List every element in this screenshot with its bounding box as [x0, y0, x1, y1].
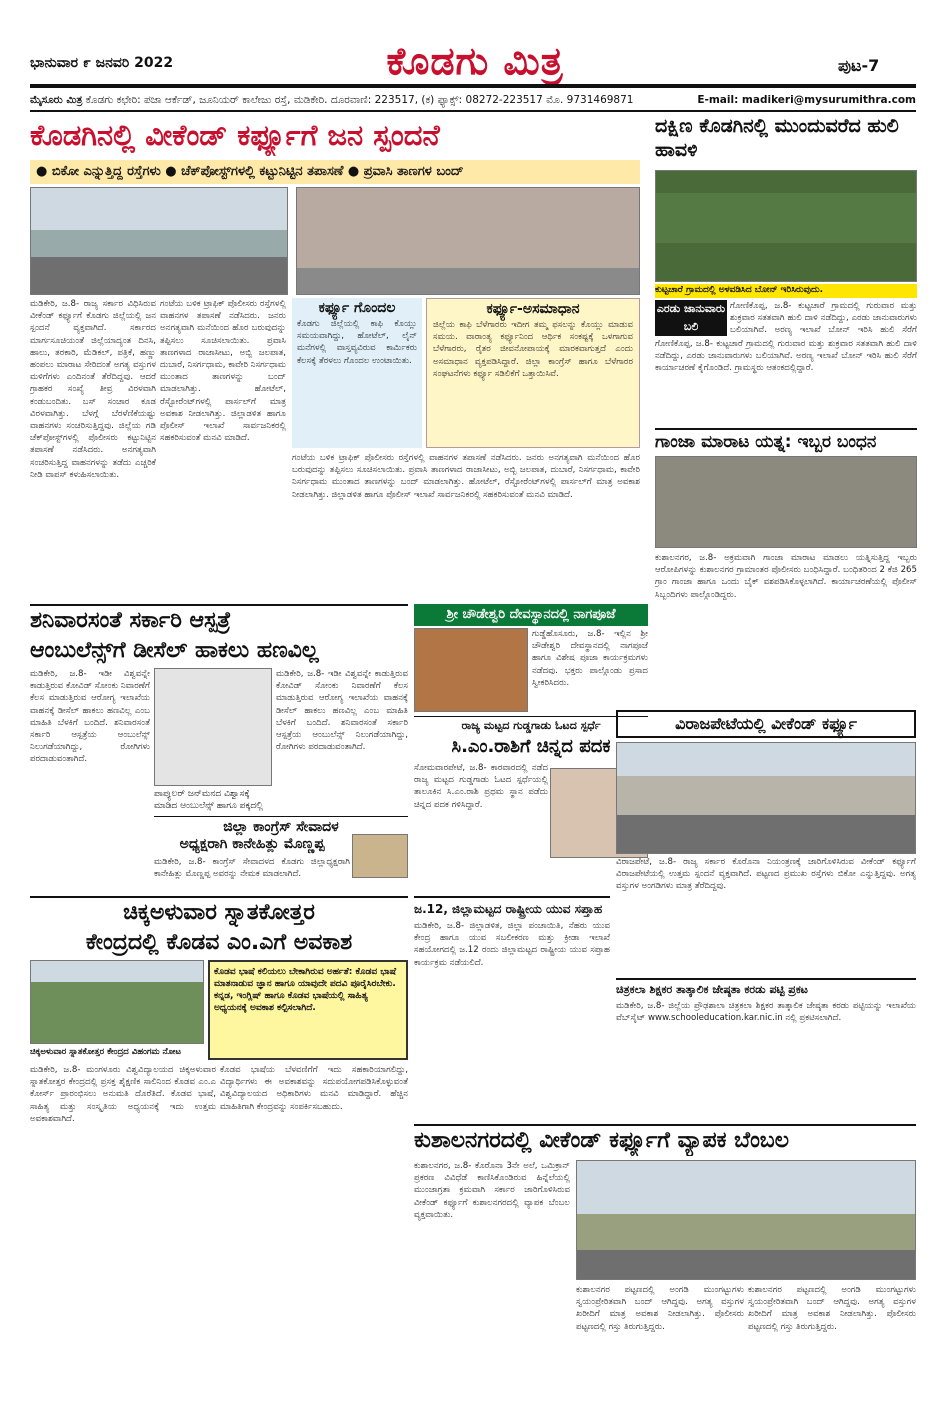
office-address: ಕೊಡಗು ಕಛೇರಿ: ಪಜಾ ಆರ್ಕೆಡ್, ಜೂನಿಯರ್ ಕಾಲೇಜು ರಸ್ತೆ, ಮಡಿಕೇರಿ. ದೂರವಾಣಿ: 223517, (ಕ) ಫ್ಯಾಕ್ಸ್: 08272-223517 ಮೊ. 9731469871: [85, 94, 634, 106]
kushalnagar-body-col2: ಕುಶಾಲನಗರ ಪಟ್ಟಣದಲ್ಲಿ ಅಂಗಡಿ ಮುಂಗಟ್ಟುಗಳು ಸ್ವಯಂಪ್ರೇರಿತವಾಗಿ ಬಂದ್ ಆಗಿದ್ದವು. ಅಗತ್ಯ ವಸ್ತುಗಳ ಖರೀದಿಗೆ ಮಾತ್ರ ಅವಕಾಶ ನೀಡಲಾಗಿತ್ತು. ಪೊಲೀಸರು ಪಟ್ಟಣದಲ್ಲಿ ಗಸ್ತು ತಿರುಗುತ್ತಿದ್ದರು.: [576, 1285, 744, 1332]
congress-body: ಮಡಿಕೇರಿ, ಜ.8- ಕಾಂಗ್ರೆಸ್ ಸೇವಾದಳದ ಕೊಡಗು ಜಿಲ್ಲಾಧ್ಯಕ್ಷರಾಗಿ ಕಾನೇಹಿತ್ಲು ಮೊಣ್ಣಪ್ಪ ಅವರನ್ನು ನೇಮಕ ಮಾಡಲಾಗಿದೆ.: [154, 857, 350, 880]
curfew-confusion-box: [292, 298, 422, 448]
nagapuje-body: ಗುಡ್ಡೆಹೊಸೂರು, ಜ.8- ಇಲ್ಲಿನ ಶ್ರೀ ಚೌಡೇಶ್ವರಿ ದೇವಸ್ಥಾನದಲ್ಲಿ ನಾಗಪೂಜೆ ಹಾಗೂ ವಿಶೇಷ ಪೂಜಾ ಕಾರ್ಯಕ್ರಮಗಳು ನಡೆದವು. ಭಕ್ತರು ಪಾಲ್ಗೊಂಡು ಪ್ರಸಾದ ಸ್ವೀಕರಿಸಿದರು.: [532, 629, 648, 688]
info-rule: [30, 110, 916, 112]
photo-tiger-cage: [655, 170, 917, 282]
nagapuje-headline: ಶ್ರೀ ಚೌಡೇಶ್ವರಿ ದೇವಸ್ಥಾನದಲ್ಲಿ ನಾಗಪೂಜೆ: [414, 604, 648, 626]
lead-headline: ಕೊಡಗಿನಲ್ಲಿ ವೀಕೆಂಡ್ ಕರ್ಫ್ಯೂಗೆ ಜನ ಸ್ಪಂದನೆ: [30, 118, 440, 152]
issue-date: ಭಾನುವಾರ ೯ ಜನವರಿ 2022: [30, 55, 174, 71]
ganja-body: ಕುಶಾಲನಗರ, ಜ.8- ಅಕ್ರಮವಾಗಿ ಗಾಂಜಾ ಮಾರಾಟ ಮಾಡಲು ಯತ್ನಿಸುತ್ತಿದ್ದ ಇಬ್ಬರು ಆರೋಪಿಗಳನ್ನು ಕುಶಾಲನಗರ ಗ್ರಾಮಾಂತರ ಪೊಲೀಸರು ಬಂಧಿಸಿದ್ದಾರೆ. ಬಂಧಿತರಿಂದ 2 ಕೆಜಿ 265 ಗ್ರಾಂ ಗಾಂಜಾ ಹಾಗೂ ಒಂದು ಬೈಕ್ ವಶಪಡಿಸಿಕೊಳ್ಳಲಾಗಿದೆ. ಕಾರ್ಯಾಚರಣೆಯಲ್ಲಿ ಪೊಲೀಸ್ ಸಿಬ್ಬಂದಿಗಳು ಪಾಲ್ಗೊಂಡಿದ್ದರು.: [655, 553, 917, 600]
photo-nagapuje: [414, 628, 528, 712]
ambulance-caption: ಪಾಪ್ಯುಲರ್ ಜನ್‌ಮನದ ವಿಶ್ವಾಸಕ್ಕೆ ಮಾಡಿದ ಆಂಬುಲೆನ್ಸ್ ಹಾಗೂ ಪಕ್ಕದಲ್ಲಿ: [154, 789, 263, 811]
photo-closed-shops: [296, 187, 640, 295]
lead-body-col1: ಮಡಿಕೇರಿ, ಜ.8- ರಾಜ್ಯ ಸರ್ಕಾರ ವಿಧಿಸಿರುವ ವೀಕೆಂಡ್ ಕರ್ಫ್ಯೂಗೆ ಕೊಡಗು ಜಿಲ್ಲೆಯಲ್ಲಿ ಜನ ಸ್ಪಂದನೆ ವ್ಯಕ್ತವಾಗಿದೆ. ಸರ್ಕಾರದ ಮಾರ್ಗಸೂಚಿಯಂತೆ ಜಿಲ್ಲೆಯಾದ್ಯಂತ ದಿನಸಿ, ಹಾಲು, ತರಕಾರಿ, ಮೆಡಿಕಲ್, ಪತ್ರಿಕೆ, ಹಣ್ಣು ಹಂಪಲು ಮಾರಾಟ ಸೇರಿದಂತೆ ಅಗತ್ಯ ವಸ್ತುಗಳ ಮಳಿಗೆಗಳು ಎಂದಿನಂತೆ ತೆರೆದಿದ್ದವು. ಆದರೆ ಗ್ರಾಹಕರ ಸಂಖ್ಯೆ ತೀವ್ರ ವಿರಳವಾಗಿ ಕಂಡುಬಂದಿತು. ಬಸ್ ಸಂಚಾರ ಕೂಡ ವಿರಳವಾಗಿತ್ತು. ಬೆಳಗ್ಗೆ ಬೆರಳೆಣಿಕೆಯಷ್ಟು ವಾಹನಗಳು ಸಂಚರಿಸುತ್ತಿದ್ದವು. ಜಿಲ್ಲೆಯ ಗಡಿ ಚೆಕ್‌ಪೋಸ್ಟ್‌ಗಳಲ್ಲಿ ಪೊಲೀಸರು ಕಟ್ಟುನಿಟ್ಟಿನ ತಪಾಸಣೆ ನಡೆಸಿದರು. ಅನಗತ್ಯವಾಗಿ ಸಂಚರಿಸುತ್ತಿದ್ದ ವಾಹನಗಳನ್ನು ತಡೆದು ಎಚ್ಚರಿಕೆ ನೀಡಿ ವಾಪಸ್ ಕಳುಹಿಸಲಾಯಿತು.: [30, 299, 156, 480]
kodava-eligibility-box: ಕೊಡವ ಭಾಷೆ ಕಲಿಯಲು ಬೇಕಾಗಿರುವ ಅರ್ಹತೆ: ಕೊಡವ ಭಾಷೆ ಮಾತನಾಡುವ ಜ್ಞಾನ ಹಾಗೂ ಯಾವುದೇ ಪದವಿ ಪೂರೈಸಿರಬೇಕು. ಕನ್ನಡ, ಇಂಗ್ಲಿಷ್ ಹಾಗೂ ಕೊಡವ ಭಾಷೆಯಲ್ಲಿ ಸಾಹಿತ್ಯ ಅಧ್ಯಯನಕ್ಕೆ ಅವಕಾಶ ಕಲ್ಪಿಸಲಾಗಿದೆ.: [208, 960, 408, 1060]
chikkaluvara-headline-1: ಚಿಕ್ಕಅಳುವಾರ ಸ್ನಾತಕೋತ್ತರ: [30, 896, 408, 926]
contact-email: E-mail: madikeri@mysurumithra.com: [697, 94, 916, 106]
kushalnagar-body-col1: ಕುಶಾಲನಗರ, ಜ.8- ಕೊರೊನಾ 3ನೇ ಅಲೆ, ಒಮಿಕ್ರಾನ್ ಪ್ರಕರಣ ವಿವಿಧೆಡೆ ಕಾಣಿಸಿಕೊಂಡಿರುವ ಹಿನ್ನೆಲೆಯಲ್ಲಿ ಮುಂಜಾಗ್ರತಾ ಕ್ರಮವಾಗಿ ಸರ್ಕಾರ ಜಾರಿಗೊಳಿಸಿರುವ ವೀಕೆಂಡ್ ಕರ್ಫ್ಯೂಗೆ ಕುಶಾಲನಗರದಲ್ಲಿ ವ್ಯಾಪಕ ಬೆಂಬಲ ವ್ಯಕ್ತವಾಯಿತು.: [414, 1161, 570, 1220]
photo-empty-road: [30, 187, 288, 295]
lead-strapline: ● ಬಿಕೋ ಎನ್ನುತ್ತಿದ್ದ ರಸ್ತೆಗಳು ● ಚೆಕ್‌ಪೋಸ್ಟ್‌ಗಳಲ್ಲಿ ಕಟ್ಟುನಿಟ್ಟಿನ ತಪಾಸಣೆ ● ಪ್ರವಾಸಿ ತಾಣಗಳ ಬಂದ್: [30, 160, 640, 184]
masthead-logo: ಕೊಡಗು ಮಿತ್ರ: [386, 38, 564, 83]
medal-headline: ಸಿ.ಎಂ.ರಾಶಿಗೆ ಚಿನ್ನದ ಪದಕ: [451, 736, 611, 757]
ambulance-body-col1: ಮಡಿಕೇರಿ, ಜ.8- ಇಡೀ ವಿಶ್ವವನ್ನೇ ಕಾಡುತ್ತಿರುವ ಕೋವಿಡ್ ಸೋಂಕು ನಿವಾರಣೆಗೆ ಕೆಲಸ ಮಾಡುತ್ತಿರುವ ಆರೋಗ್ಯ ಇಲಾಖೆಯ ವಾಹನಕ್ಕೆ ಡೀಸೆಲ್ ಹಾಕಲು ಹಣವಿಲ್ಲ ಎಂಬ ಮಾಹಿತಿ ಬೆಳಕಿಗೆ ಬಂದಿದೆ. ಶನಿವಾರಸಂತೆ ಸರ್ಕಾರಿ ಆಸ್ಪತ್ರೆಯ ಆಂಬುಲೆನ್ಸ್ ನಿಲುಗಡೆಯಾಗಿದ್ದು, ರೋಗಿಗಳು ಪರದಾಡುವಂತಾಗಿದೆ.: [30, 669, 150, 765]
youth-headline: ಜ.12, ಜಿಲ್ಲಾಮಟ್ಟದ ರಾಷ್ಟ್ರೀಯ ಯುವ ಸಪ್ತಾಹ: [414, 896, 610, 918]
photo-congress-leader: [352, 834, 408, 878]
lead-body-col3: ಗಂಟೆಯ ಬಳಿಕ ಟ್ರಾಫಿಕ್ ಪೊಲೀಸರು ರಸ್ತೆಗಳಲ್ಲಿ ವಾಹನಗಳ ತಪಾಸಣೆ ನಡೆಸಿದರು. ಜನರು ಅನಗತ್ಯವಾಗಿ ಮನೆಯಿಂದ ಹೊರ ಬರುವುದನ್ನು ತಪ್ಪಿಸಲು ಸೂಚಿಸಲಾಯಿತು. ಪ್ರವಾಸಿ ತಾಣಗಳಾದ ರಾಜಾಸೀಟು, ಅಬ್ಬಿ ಜಲಪಾತ, ದುಬಾರೆ, ನಿಸರ್ಗಧಾಮ, ಕಾವೇರಿ ನಿಸರ್ಗಧಾಮ ಮುಂತಾದ ತಾಣಗಳನ್ನು ಬಂದ್ ಮಾಡಲಾಗಿತ್ತು. ಹೋಟೆಲ್, ರೆಸ್ಟೋರೆಂಟ್‌ಗಳಲ್ಲಿ ಪಾರ್ಸಲ್‌ಗೆ ಮಾತ್ರ ಅವಕಾಶ ನೀಡಲಾಗಿತ್ತು. ಜಿಲ್ಲಾಡಳಿತ ಹಾಗೂ ಪೊಲೀಸ್ ಇಲಾಖೆ ಸಾರ್ವಜನಿಕರಲ್ಲಿ ಸಹಕರಿಸುವಂತೆ ಮನವಿ ಮಾಡಿದೆ.: [292, 453, 640, 500]
header-rule: [30, 84, 916, 88]
curfew-confusion-title: ಕರ್ಫ್ಯೂ ಗೊಂದಲ: [318, 300, 396, 316]
photo-kushalnagar: [576, 1160, 916, 1280]
tiger-tag: ಎರಡು ಜಾನುವಾರು ಬಲಿ: [655, 300, 727, 336]
seniority-headline: ಚಿತ್ರಕಲಾ ಶಿಕ್ಷಕರ ತಾತ್ಕಾಲಿಕ ಜೇಷ್ಠತಾ ಕರಡು ಪಟ್ಟಿ ಪ್ರಕಟ: [616, 978, 916, 998]
campus-caption: ಚಿಕ್ಕಅಳುವಾರ ಸ್ನಾತಕೋತ್ತರ ಕೇಂದ್ರದ ವಿಹಂಗಮ ನೋಟ: [30, 1047, 182, 1057]
chikkaluvara-body-col2: ಕೊಡವ ಭಾಷೆಯ ಬೆಳವಣಿಗೆಗೆ ಇದು ಸಹಕಾರಿಯಾಗಲಿದ್ದು, ವಿದ್ಯಾರ್ಥಿಗಳು ಈ ಅವಕಾಶವನ್ನು ಸದುಪಯೋಗಪಡಿಸಿಕೊಳ್ಳುವಂತೆ ವಿಶ್ವವಿದ್ಯಾಲಯದ ಅಧಿಕಾರಿಗಳು ಮನವಿ ಮಾಡಿದ್ದಾರೆ. ಹೆಚ್ಚಿನ ಮಾಹಿತಿಗಾಗಿ ಕೇಂದ್ರವನ್ನು ಸಂಪರ್ಕಿಸಬಹುದು.: [220, 1065, 408, 1112]
seniority-body: ಮಡಿಕೇರಿ, ಜ.8- ಜಿಲ್ಲೆಯ ಪ್ರೌಢಶಾಲಾ ಚಿತ್ರಕಲಾ ಶಿಕ್ಷಕರ ತಾತ್ಕಾಲಿಕ ಜೇಷ್ಠತಾ ಕರಡು ಪಟ್ಟಿಯನ್ನು ಇಲಾಖೆಯ ವೆಬ್‌ಸೈಟ್ www.schooleducation.kar.nic.in ನಲ್ಲಿ ಪ್ರಕಟಿಸಲಾಗಿದೆ.: [616, 1001, 916, 1024]
chikkaluvara-body-col1: ಮಡಿಕೇರಿ, ಜ.8- ಮಂಗಳೂರು ವಿಶ್ವವಿದ್ಯಾಲಯದ ಚಿಕ್ಕಅಳುವಾರ ಸ್ನಾತಕೋತ್ತರ ಕೇಂದ್ರದಲ್ಲಿ ಪ್ರಸಕ್ತ ಶೈಕ್ಷಣಿಕ ಸಾಲಿನಿಂದ ಕೊಡವ ಎಂ.ಎ ಕೋರ್ಸ್ ಪ್ರಾರಂಭಿಸಲು ಅನುಮತಿ ದೊರೆತಿದೆ. ಕೊಡವ ಭಾಷೆ, ಸಾಹಿತ್ಯ ಮತ್ತು ಸಂಸ್ಕೃತಿಯ ಅಧ್ಯಯನಕ್ಕೆ ಇದು ಉತ್ತಮ ಅವಕಾಶವಾಗಿದೆ.: [30, 1065, 216, 1124]
office-info-bar: [30, 90, 916, 110]
medal-kicker: ರಾಜ್ಯ ಮಟ್ಟದ ಗುಡ್ಡಗಾಡು ಓಟದ ಸ್ಪರ್ಧೆ: [414, 716, 648, 734]
congress-headline-2: ಅಧ್ಯಕ್ಷರಾಗಿ ಕಾನೇಹಿತ್ಲು ಮೊಣ್ಣಪ್ಪ: [179, 836, 325, 852]
ambulance-body-col2: ಮಡಿಕೇರಿ, ಜ.8- ಇಡೀ ವಿಶ್ವವನ್ನೇ ಕಾಡುತ್ತಿರುವ ಕೋವಿಡ್ ಸೋಂಕು ನಿವಾರಣೆಗೆ ಕೆಲಸ ಮಾಡುತ್ತಿರುವ ಆರೋಗ್ಯ ಇಲಾಖೆಯ ವಾಹನಕ್ಕೆ ಡೀಸೆಲ್ ಹಾಕಲು ಹಣವಿಲ್ಲ ಎಂಬ ಮಾಹಿತಿ ಬೆಳಕಿಗೆ ಬಂದಿದೆ. ಶನಿವಾರಸಂತೆ ಸರ್ಕಾರಿ ಆಸ್ಪತ್ರೆಯ ಆಂಬುಲೆನ್ಸ್ ನಿಲುಗಡೆಯಾಗಿದ್ದು, ರೋಗಿಗಳು ಪರದಾಡುವಂತಾಗಿದೆ.: [276, 669, 408, 753]
photo-campus: [30, 960, 204, 1044]
medal-body: ಸೋಮವಾರಪೇಟೆ, ಜ.8- ಕಾರವಾರದಲ್ಲಿ ನಡೆದ ರಾಜ್ಯ ಮಟ್ಟದ ಗುಡ್ಡಗಾಡು ಓಟದ ಸ್ಪರ್ಧೆಯಲ್ಲಿ ತಾಲೂಕಿನ ಸಿ.ಎಂ.ರಾಶಿ ಪ್ರಥಮ ಸ್ಥಾನ ಪಡೆದು ಚಿನ್ನದ ಪದಕ ಗಳಿಸಿದ್ದಾರೆ.: [414, 763, 548, 810]
virajpet-body: ವಿರಾಜಪೇಟೆ, ಜ.8- ರಾಜ್ಯ ಸರ್ಕಾರ ಕೊರೊನಾ ನಿಯಂತ್ರಣಕ್ಕೆ ಜಾರಿಗೊಳಿಸಿರುವ ವೀಕೆಂಡ್ ಕರ್ಫ್ಯೂಗೆ ವಿರಾಜಪೇಟೆಯಲ್ಲಿ ಉತ್ತಮ ಸ್ಪಂದನೆ ವ್ಯಕ್ತವಾಗಿದೆ. ಪಟ್ಟಣದ ಪ್ರಮುಖ ರಸ್ತೆಗಳು ಬಿಕೋ ಎನ್ನುತ್ತಿದ್ದವು. ಅಗತ್ಯ ವಸ್ತುಗಳ ಅಂಗಡಿಗಳು ಮಾತ್ರ ತೆರೆದಿದ್ದವು.: [616, 857, 916, 892]
curfew-anger-title: ಕರ್ಫ್ಯೂ-ಅಸಮಾಧಾನ: [486, 301, 580, 317]
brand-name: ಮೈಸೂರು ಮಿತ್ರ: [30, 94, 83, 106]
curfew-anger-body: ಜಿಲ್ಲೆಯ ಕಾಫಿ ಬೆಳೆಗಾರರು ಇದೀಗ ತಮ್ಮ ಫಸಲನ್ನು ಕೊಯ್ಲು ಮಾಡುವ ಸಮಯ. ವಾರಾಂತ್ಯ ಕರ್ಫ್ಯೂನಿಂದ ಆರ್ಥಿಕ ಸಂಕಷ್ಟಕ್ಕೆ ಒಳಗಾಗುವ ಬೆಳೆಗಾರರು, ರೈತರ ಜೀವನೋಪಾಯಕ್ಕೆ ಮಾರಕವಾಗುತ್ತದೆ ಎಂದು ಅಸಮಾಧಾನ ವ್ಯಕ್ತಪಡಿಸಿದ್ದಾರೆ. ಜಿಲ್ಲಾ ಕಾಂಗ್ರೆಸ್ ಹಾಗೂ ಬೆಳೆಗಾರರ ಸಂಘಟನೆಗಳು ಕರ್ಫ್ಯೂ ಸಡಿಲಿಕೆಗೆ ಒತ್ತಾಯಿಸಿವೆ.: [433, 320, 633, 379]
chikkaluvara-headline-2: ಕೇಂದ್ರದಲ್ಲಿ ಕೊಡವ ಎಂ.ಎಗೆ ಅವಕಾಶ: [85, 930, 353, 955]
page-number: ಪುಟ-7: [838, 56, 880, 75]
ambulance-headline-2: ಆಂಬುಲೆನ್ಸ್‌ಗೆ ಡೀಸೆಲ್ ಹಾಕಲು ಹಣವಿಲ್ಲ: [30, 638, 319, 663]
photo-ambulance: [154, 668, 272, 786]
tiger-headline: ದಕ್ಷಿಣ ಕೊಡಗಿನಲ್ಲಿ ಮುಂದುವರೆದ ಹುಲಿ ಹಾವಳಿ: [655, 115, 899, 161]
kushalnagar-headline: ಕುಶಾಲನಗರದಲ್ಲಿ ವೀಕೆಂಡ್ ಕರ್ಫ್ಯೂಗೆ ವ್ಯಾಪಕ ಬೆಂಬಲ: [414, 1124, 916, 1156]
photo-virajpet: [616, 742, 916, 854]
youth-body: ಮಡಿಕೇರಿ, ಜ.8- ಜಿಲ್ಲಾಡಳಿತ, ಜಿಲ್ಲಾ ಪಂಚಾಯಿತಿ, ನೆಹರು ಯುವ ಕೇಂದ್ರ ಹಾಗೂ ಯುವ ಸಬಲೀಕರಣ ಮತ್ತು ಕ್ರೀಡಾ ಇಲಾಖೆ ಸಹಯೋಗದಲ್ಲಿ ಜ.12 ರಂದು ಜಿಲ್ಲಾಮಟ್ಟದ ರಾಷ್ಟ್ರೀಯ ಯುವ ಸಪ್ತಾಹ ಕಾರ್ಯಕ್ರಮ ನಡೆಯಲಿದೆ.: [414, 921, 610, 968]
tiger-photo-caption: ಕುಟ್ಟಚಾರೆ ಗ್ರಾಮದಲ್ಲಿ ಅಳವಡಿಸಿದ ಬೋನ್ ಇರಿಸಿರುವುದು.: [655, 284, 917, 298]
congress-headline-1: ಜಿಲ್ಲಾ ಕಾಂಗ್ರೆಸ್ ಸೇವಾದಳ: [154, 816, 408, 836]
curfew-anger-box: [426, 298, 640, 448]
ganja-headline: ಗಾಂಜಾ ಮಾರಾಟ ಯತ್ನ: ಇಬ್ಬರ ಬಂಧನ: [655, 428, 917, 452]
photo-arrest: [655, 456, 917, 548]
curfew-confusion-body: ಕೊಡಗು ಜಿಲ್ಲೆಯಲ್ಲಿ ಕಾಫಿ ಕೊಯ್ಲು ಸಮಯವಾಗಿದ್ದು, ಹೋಟೆಲ್, ಲೈನ್ ಮನೆಗಳಲ್ಲಿ ವಾಸ್ತವ್ಯವಿರುವ ಕಾರ್ಮಿಕರು ಕೆಲಸಕ್ಕೆ ತೆರಳಲು ಗೊಂದಲ ಉಂಟಾಯಿತು.: [297, 319, 417, 366]
tiger-body-top: ಗೋಣಿಕೊಪ್ಪ, ಜ.8- ಕುಟ್ಟಚಾರೆ ಗ್ರಾಮದಲ್ಲಿ ಗುರುವಾರ ಮತ್ತು ಶುಕ್ರವಾರ ಸತತವಾಗಿ ಹುಲಿ ದಾಳಿ ನಡೆದಿದ್ದು, ಎರಡು ಜಾನುವಾರುಗಳು ಬಲಿಯಾಗಿವೆ. ಅರಣ್ಯ ಇಲಾಖೆ ಬೋನ್ ಇರಿಸಿ ಹುಲಿ ಸೆರೆಗೆ: [730, 301, 917, 336]
ambulance-headline-1: ಶನಿವಾರಸಂತೆ ಸರ್ಕಾರಿ ಆಸ್ಪತ್ರೆ: [30, 604, 408, 634]
virajpet-headline: ವಿರಾಜಪೇಟೆಯಲ್ಲಿ ವೀಕೆಂಡ್ ಕರ್ಫ್ಯೂ: [616, 710, 916, 738]
kushalnagar-body-col3: ಕುಶಾಲನಗರ ಪಟ್ಟಣದಲ್ಲಿ ಅಂಗಡಿ ಮುಂಗಟ್ಟುಗಳು ಸ್ವಯಂಪ್ರೇರಿತವಾಗಿ ಬಂದ್ ಆಗಿದ್ದವು. ಅಗತ್ಯ ವಸ್ತುಗಳ ಖರೀದಿಗೆ ಮಾತ್ರ ಅವಕಾಶ ನೀಡಲಾಗಿತ್ತು. ಪೊಲೀಸರು ಪಟ್ಟಣದಲ್ಲಿ ಗಸ್ತು ತಿರುಗುತ್ತಿದ್ದರು.: [748, 1285, 916, 1332]
lead-body-col2: ಗಂಟೆಯ ಬಳಿಕ ಟ್ರಾಫಿಕ್ ಪೊಲೀಸರು ರಸ್ತೆಗಳಲ್ಲಿ ವಾಹನಗಳ ತಪಾಸಣೆ ನಡೆಸಿದರು. ಜನರು ಅನಗತ್ಯವಾಗಿ ಮನೆಯಿಂದ ಹೊರ ಬರುವುದನ್ನು ತಪ್ಪಿಸಲು ಸೂಚಿಸಲಾಯಿತು. ಪ್ರವಾಸಿ ತಾಣಗಳಾದ ರಾಜಾಸೀಟು, ಅಬ್ಬಿ ಜಲಪಾತ, ದುಬಾರೆ, ನಿಸರ್ಗಧಾಮ, ಕಾವೇರಿ ನಿಸರ್ಗಧಾಮ ಮುಂತಾದ ತಾಣಗಳನ್ನು ಬಂದ್ ಮಾಡಲಾಗಿತ್ತು. ಹೋಟೆಲ್, ರೆಸ್ಟೋರೆಂಟ್‌ಗಳಲ್ಲಿ ಪಾರ್ಸಲ್‌ಗೆ ಮಾತ್ರ ಅವಕಾಶ ನೀಡಲಾಗಿತ್ತು. ಜಿಲ್ಲಾಡಳಿತ ಹಾಗೂ ಪೊಲೀಸ್ ಇಲಾಖೆ ಸಾರ್ವಜನಿಕರಲ್ಲಿ ಸಹಕರಿಸುವಂತೆ ಮನವಿ ಮಾಡಿದೆ.: [160, 299, 286, 444]
tiger-body: ಗೋಣಿಕೊಪ್ಪ, ಜ.8- ಕುಟ್ಟಚಾರೆ ಗ್ರಾಮದಲ್ಲಿ ಗುರುವಾರ ಮತ್ತು ಶುಕ್ರವಾರ ಸತತವಾಗಿ ಹುಲಿ ದಾಳಿ ನಡೆದಿದ್ದು, ಎರಡು ಜಾನುವಾರುಗಳು ಬಲಿಯಾಗಿವೆ. ಅರಣ್ಯ ಇಲಾಖೆ ಬೋನ್ ಇರಿಸಿ ಹುಲಿ ಸೆರೆಗೆ ಕಾರ್ಯಾಚರಣೆ ಕೈಗೊಂಡಿದೆ. ಗ್ರಾಮಸ್ಥರು ಆತಂಕದಲ್ಲಿದ್ದಾರೆ.: [655, 339, 917, 374]
